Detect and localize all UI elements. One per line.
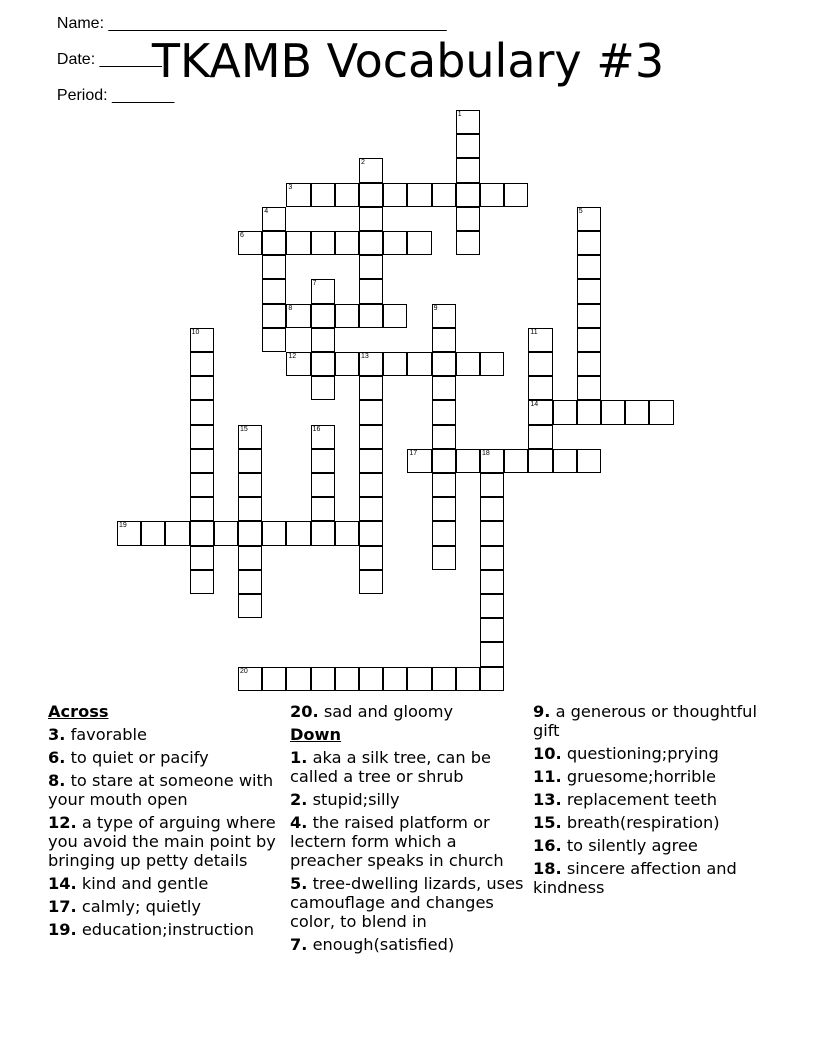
cell-number: 6 xyxy=(240,232,244,239)
cell-number: 10 xyxy=(191,328,200,336)
clue-item xyxy=(48,897,288,916)
crossword-cell[interactable] xyxy=(359,449,383,473)
crossword-cell[interactable] xyxy=(311,425,335,449)
crossword-cell[interactable] xyxy=(359,279,383,303)
crossword-cell[interactable] xyxy=(335,521,359,545)
crossword-cell[interactable] xyxy=(456,352,480,376)
crossword-cell[interactable] xyxy=(456,207,480,231)
crossword-cell[interactable] xyxy=(432,328,456,352)
crossword-cell[interactable] xyxy=(190,425,214,449)
cell-number: 13 xyxy=(361,353,369,360)
crossword-cell[interactable] xyxy=(262,521,286,545)
crossword-cell[interactable] xyxy=(553,449,577,473)
crossword-cell[interactable] xyxy=(528,352,552,376)
clue-number: 11. xyxy=(533,767,562,786)
crossword-cell[interactable] xyxy=(359,231,383,255)
crossword-cell[interactable] xyxy=(311,328,335,352)
crossword-cell[interactable] xyxy=(335,667,359,691)
crossword-cell[interactable] xyxy=(432,521,456,545)
crossword-cell[interactable] xyxy=(359,473,383,497)
cell-number: 17 xyxy=(409,449,418,457)
crossword-cell[interactable] xyxy=(311,497,335,521)
crossword-cell[interactable] xyxy=(456,110,480,134)
clue-text: questioning;prying xyxy=(561,744,719,763)
clue-text: tree-dwelling lizards, uses camouflage and changes color, to blend in xyxy=(290,874,524,931)
down-clue-list xyxy=(290,748,530,954)
clue-text: to quiet or pacify xyxy=(65,748,209,767)
crossword-cell[interactable] xyxy=(359,207,383,231)
clues-column-2 xyxy=(290,702,530,958)
crossword-cell[interactable] xyxy=(649,400,673,424)
crossword-cell[interactable] xyxy=(311,183,335,207)
crossword-cell[interactable] xyxy=(407,183,431,207)
clue-number: 4. xyxy=(290,813,308,832)
crossword-cell[interactable] xyxy=(528,328,552,352)
crossword-cell[interactable] xyxy=(432,473,456,497)
cell-number: 1 xyxy=(457,111,462,118)
clue-text: to silently agree xyxy=(561,836,698,855)
clue-item xyxy=(48,813,288,870)
clue-number: 15. xyxy=(533,813,562,832)
crossword-cell[interactable] xyxy=(407,449,431,473)
cell-number: 15 xyxy=(240,425,248,433)
cell-number: 18 xyxy=(482,449,490,457)
clue-item xyxy=(290,748,530,786)
crossword-cell[interactable] xyxy=(577,207,601,231)
crossword-cell[interactable] xyxy=(480,183,504,207)
clue-item xyxy=(533,790,773,809)
crossword-cell[interactable] xyxy=(190,473,214,497)
clue-number: 9. xyxy=(533,702,551,721)
clue-number: 16. xyxy=(533,836,562,855)
crossword-cell[interactable] xyxy=(311,376,335,400)
crossword-cell[interactable] xyxy=(238,521,262,545)
clue-text: education;instruction xyxy=(76,920,254,939)
cell-number: 7 xyxy=(312,280,317,288)
crossword-cell[interactable] xyxy=(190,521,214,545)
crossword-cell[interactable] xyxy=(262,231,286,255)
clue-number: 19. xyxy=(48,920,77,939)
clue-text: breath(respiration) xyxy=(561,813,720,832)
crossword-cell[interactable] xyxy=(383,667,407,691)
crossword-cell[interactable] xyxy=(311,352,335,376)
crossword-cell[interactable] xyxy=(504,183,528,207)
crossword-cell[interactable] xyxy=(238,473,262,497)
crossword-cell[interactable] xyxy=(190,352,214,376)
clue-item xyxy=(533,836,773,855)
clue-number: 2. xyxy=(290,790,308,809)
clue-number: 17. xyxy=(48,897,77,916)
across-heading: Across xyxy=(48,702,109,721)
crossword-cell[interactable] xyxy=(456,134,480,158)
crossword-cell[interactable] xyxy=(262,255,286,279)
crossword-cell[interactable] xyxy=(359,304,383,328)
across-clue-list xyxy=(48,725,288,939)
crossword-cell[interactable] xyxy=(432,304,456,328)
crossword-cell[interactable] xyxy=(238,449,262,473)
crossword-cell[interactable] xyxy=(553,400,577,424)
crossword-cell[interactable] xyxy=(407,352,431,376)
crossword-cell[interactable] xyxy=(311,304,335,328)
crossword-cell[interactable] xyxy=(480,521,504,545)
crossword-cell[interactable] xyxy=(311,231,335,255)
crossword-cell[interactable] xyxy=(480,449,504,473)
crossword-cell[interactable] xyxy=(117,521,141,545)
clue-text: calmly; quietly xyxy=(76,897,202,916)
crossword-cell[interactable] xyxy=(359,400,383,424)
clue-number: 18. xyxy=(533,859,562,878)
clue-text: to stare at someone with your mouth open xyxy=(48,771,274,809)
clue-item xyxy=(290,874,530,931)
crossword-cell[interactable] xyxy=(190,376,214,400)
clue-text: the raised platform or lectern form which a preacher speaks in church xyxy=(290,813,504,870)
crossword-cell[interactable] xyxy=(359,376,383,400)
crossword-cell[interactable] xyxy=(407,231,431,255)
crossword-cell[interactable] xyxy=(577,328,601,352)
clue-number: 12. xyxy=(48,813,77,832)
clue-item xyxy=(533,744,773,763)
crossword-cell[interactable] xyxy=(262,279,286,303)
cell-number: 3 xyxy=(288,183,293,191)
crossword-cell[interactable] xyxy=(262,328,286,352)
cell-number: 12 xyxy=(288,353,297,360)
across-clue-list-continued xyxy=(290,702,530,721)
cell-number: 19 xyxy=(119,522,127,530)
crossword-cell[interactable] xyxy=(407,667,431,691)
crossword-cell[interactable] xyxy=(528,400,552,424)
crossword-cell[interactable] xyxy=(480,667,504,691)
clue-item xyxy=(533,702,773,740)
clue-item xyxy=(48,874,288,893)
crossword-cell[interactable] xyxy=(359,667,383,691)
clue-item xyxy=(48,920,288,939)
clue-text: a generous or thoughtful gift xyxy=(533,702,757,740)
crossword-cell[interactable] xyxy=(383,231,407,255)
clue-item xyxy=(290,935,530,954)
crossword-cell[interactable] xyxy=(335,183,359,207)
crossword-cell[interactable] xyxy=(214,521,238,545)
crossword-cell[interactable] xyxy=(577,304,601,328)
crossword-cell[interactable] xyxy=(432,400,456,424)
crossword-cell[interactable] xyxy=(165,521,189,545)
crossword-cell[interactable] xyxy=(480,570,504,594)
crossword-cell[interactable] xyxy=(359,546,383,570)
crossword-cell[interactable] xyxy=(286,352,310,376)
clue-item xyxy=(290,813,530,870)
clue-number: 6. xyxy=(48,748,66,767)
crossword-cell[interactable] xyxy=(286,304,310,328)
clue-number: 8. xyxy=(48,771,66,790)
clue-text: enough(satisfied) xyxy=(307,935,455,954)
crossword-cell[interactable] xyxy=(238,231,262,255)
crossword-cell[interactable] xyxy=(432,497,456,521)
crossword-cell[interactable] xyxy=(286,231,310,255)
clue-number: 1. xyxy=(290,748,308,767)
clue-item xyxy=(533,859,773,897)
crossword-cell[interactable] xyxy=(432,546,456,570)
crossword-cell[interactable] xyxy=(383,352,407,376)
crossword-cell[interactable] xyxy=(480,546,504,570)
crossword-cell[interactable] xyxy=(383,183,407,207)
cell-number: 20 xyxy=(240,667,248,675)
crossword-cell[interactable] xyxy=(480,594,504,618)
date-field[interactable]: Date: _______ xyxy=(56,51,162,68)
crossword-cell[interactable] xyxy=(383,304,407,328)
crossword-cell[interactable] xyxy=(190,546,214,570)
clue-text: a type of arguing where you avoid the main point by bringing up petty details xyxy=(48,813,276,870)
crossword-cell[interactable] xyxy=(528,449,552,473)
crossword-cell[interactable] xyxy=(238,667,262,691)
clue-text: gruesome;horrible xyxy=(561,767,716,786)
cell-number: 4 xyxy=(264,207,269,215)
clues-column-3 xyxy=(533,702,773,901)
crossword-cell[interactable] xyxy=(335,304,359,328)
crossword-cell[interactable] xyxy=(311,473,335,497)
crossword-cell[interactable] xyxy=(577,279,601,303)
clue-text: aka a silk tree, can be called a tree or shrub xyxy=(290,748,491,786)
crossword-cell[interactable] xyxy=(577,400,601,424)
crossword-cell[interactable] xyxy=(480,642,504,666)
crossword-cell[interactable] xyxy=(190,328,214,352)
clue-number: 20. xyxy=(290,702,319,721)
crossword-cell[interactable] xyxy=(432,352,456,376)
crossword-cell[interactable] xyxy=(359,352,383,376)
crossword-cell[interactable] xyxy=(311,279,335,303)
clue-item xyxy=(48,725,288,744)
crossword-cell[interactable] xyxy=(311,521,335,545)
down-heading: Down xyxy=(290,725,342,744)
cell-number: 16 xyxy=(312,425,321,433)
crossword-cell[interactable] xyxy=(335,352,359,376)
crossword-cell[interactable] xyxy=(480,352,504,376)
crossword-cell[interactable] xyxy=(190,497,214,521)
crossword-cell[interactable] xyxy=(432,183,456,207)
crossword-cell[interactable] xyxy=(238,546,262,570)
crossword-cell[interactable] xyxy=(625,400,649,424)
name-field[interactable]: Name: ______________________________________ xyxy=(56,15,447,32)
crossword-cell[interactable] xyxy=(577,231,601,255)
crossword-cell[interactable] xyxy=(190,570,214,594)
cell-number: 14 xyxy=(530,401,539,409)
clue-item xyxy=(533,813,773,832)
cell-number: 5 xyxy=(578,207,583,215)
crossword-cell[interactable] xyxy=(141,521,165,545)
cell-number: 11 xyxy=(530,328,538,336)
clue-number: 5. xyxy=(290,874,308,893)
crossword-cell[interactable] xyxy=(238,594,262,618)
crossword-cell[interactable] xyxy=(480,473,504,497)
clue-item xyxy=(48,748,288,767)
crossword-cell[interactable] xyxy=(432,425,456,449)
crossword-cell[interactable] xyxy=(456,667,480,691)
crossword-cell[interactable] xyxy=(577,255,601,279)
clue-item xyxy=(533,767,773,786)
clue-text: sincere affection and kindness xyxy=(533,859,737,897)
crossword-cell[interactable] xyxy=(528,376,552,400)
clue-text: replacement teeth xyxy=(561,790,717,809)
crossword-cell[interactable] xyxy=(359,521,383,545)
page-title: TKAMB Vocabulary #3 xyxy=(151,34,665,88)
crossword-cell[interactable] xyxy=(359,183,383,207)
cell-number: 9 xyxy=(433,304,438,312)
crossword-cell[interactable] xyxy=(456,231,480,255)
clue-text: kind and gentle xyxy=(76,874,209,893)
crossword-cell[interactable] xyxy=(238,570,262,594)
down-clue-list-continued xyxy=(533,702,773,897)
crossword-cell[interactable] xyxy=(335,231,359,255)
crossword-cell[interactable] xyxy=(577,449,601,473)
crossword-cell[interactable] xyxy=(456,183,480,207)
crossword-cell[interactable] xyxy=(286,521,310,545)
clue-number: 14. xyxy=(48,874,77,893)
crossword-cell[interactable] xyxy=(480,618,504,642)
clue-item xyxy=(290,790,530,809)
crossword-cell[interactable] xyxy=(456,158,480,182)
clue-number: 7. xyxy=(290,935,308,954)
crossword-cell[interactable] xyxy=(262,667,286,691)
crossword-cell[interactable] xyxy=(190,449,214,473)
clue-number: 10. xyxy=(533,744,562,763)
crossword-cell[interactable] xyxy=(286,183,310,207)
crossword-cell[interactable] xyxy=(190,400,214,424)
crossword-cell[interactable] xyxy=(577,352,601,376)
crossword-cell[interactable] xyxy=(432,667,456,691)
crossword-cell[interactable] xyxy=(601,400,625,424)
crossword-cell[interactable] xyxy=(286,667,310,691)
clue-text: sad and gloomy xyxy=(318,702,454,721)
crossword-cell[interactable] xyxy=(262,207,286,231)
cell-number: 2 xyxy=(361,159,365,167)
crossword-cell[interactable] xyxy=(238,497,262,521)
crossword-cell[interactable] xyxy=(359,425,383,449)
clue-item xyxy=(48,771,288,809)
crossword-cell[interactable] xyxy=(359,570,383,594)
crossword-cell[interactable] xyxy=(359,497,383,521)
clue-text: favorable xyxy=(65,725,147,744)
clues-column-1 xyxy=(48,702,288,943)
crossword-cell[interactable] xyxy=(238,425,262,449)
cell-number: 8 xyxy=(288,304,293,312)
crossword-cell[interactable] xyxy=(359,158,383,182)
clue-number: 13. xyxy=(533,790,562,809)
crossword-cell[interactable] xyxy=(504,449,528,473)
crossword-cell[interactable] xyxy=(262,304,286,328)
crossword-cell[interactable] xyxy=(311,667,335,691)
crossword-cell[interactable] xyxy=(432,449,456,473)
crossword-cell[interactable] xyxy=(311,449,335,473)
crossword-cell[interactable] xyxy=(456,449,480,473)
clue-number: 3. xyxy=(48,725,66,744)
clue-item xyxy=(290,702,530,721)
clue-text: stupid;silly xyxy=(307,790,400,809)
crossword-cell[interactable] xyxy=(577,376,601,400)
crossword-cell[interactable] xyxy=(359,255,383,279)
crossword-cell[interactable] xyxy=(480,497,504,521)
crossword-cell[interactable] xyxy=(528,425,552,449)
period-field[interactable]: Period: _______ xyxy=(56,87,175,104)
crossword-cell[interactable] xyxy=(432,376,456,400)
